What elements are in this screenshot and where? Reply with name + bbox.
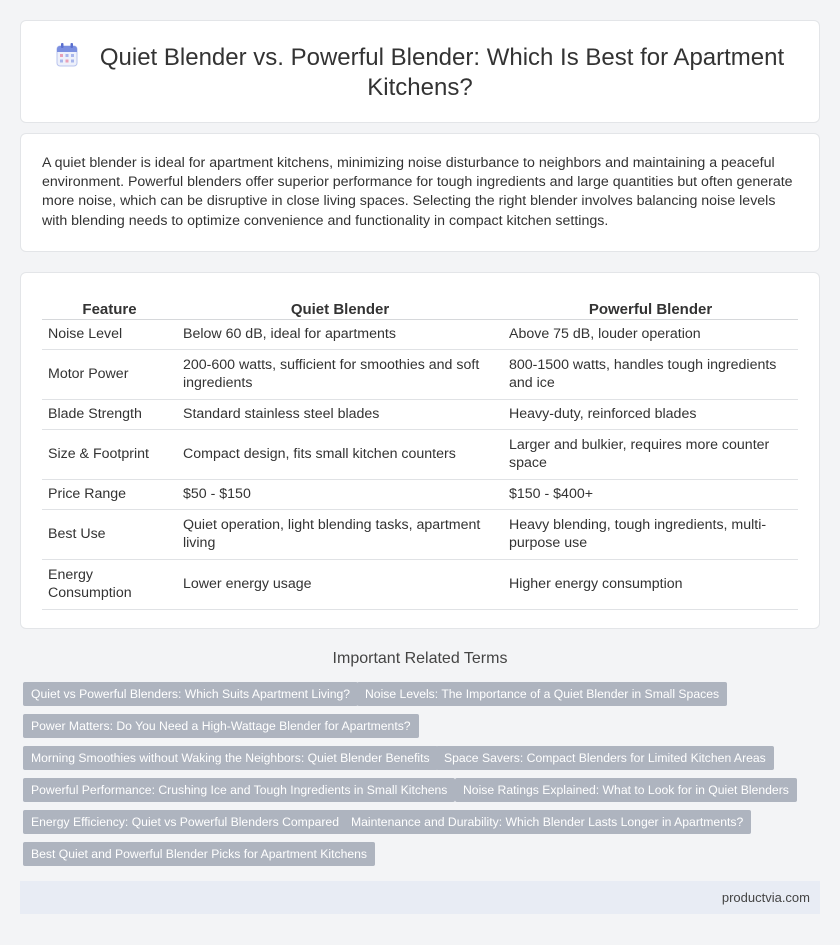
- table-row: [42, 399, 798, 429]
- intro-text: A quiet blender is ideal for apartment kitchens, minimizing noise disturbance to neighbors and maintaining a peaceful environment. Powerful blenders offer superior performance for tough ingredients and large quantities but often generate more noise, which can be disruptive in close living spaces. Selecting the right blender involves balancing noise levels with blending needs to optimize convenience and functionality in compact kitchen settings.: [42, 155, 793, 229]
- footer-site-link[interactable]: productvia.com: [721, 890, 810, 905]
- table-row: [42, 559, 798, 609]
- quiet-cell: Standard stainless steel blades: [177, 399, 503, 429]
- related-tag[interactable]: Noise Levels: The Importance of a Quiet Blender in Small Spaces: [357, 682, 727, 706]
- related-terms-heading: Important Related Terms: [332, 650, 508, 667]
- calendar-icon: [56, 43, 78, 67]
- table-row: [42, 479, 798, 509]
- quiet-cell: Lower energy usage: [177, 559, 503, 609]
- feature-cell: Energy Consumption: [42, 559, 177, 609]
- comparison-table: [42, 295, 798, 610]
- table-row: [42, 349, 798, 399]
- intro-card: [20, 133, 820, 252]
- table-row: [42, 509, 798, 559]
- related-tag[interactable]: Maintenance and Durability: Which Blender Lasts Longer in Apartments?: [343, 810, 751, 834]
- powerful-cell: Above 75 dB, louder operation: [503, 319, 798, 349]
- powerful-cell: $150 - $400+: [503, 479, 798, 509]
- table-header-row: [42, 295, 798, 319]
- feature-cell: Best Use: [42, 509, 177, 559]
- table-row: [42, 319, 798, 349]
- page-title-wrap: [21, 43, 819, 103]
- feature-cell: Noise Level: [42, 319, 177, 349]
- related-tag[interactable]: Best Quiet and Powerful Blender Picks for Apartment Kitchens: [23, 842, 375, 866]
- related-tag[interactable]: Noise Ratings Explained: What to Look for in Quiet Blenders: [455, 778, 797, 802]
- related-tag[interactable]: Morning Smoothies without Waking the Neighbors: Quiet Blender Benefits: [23, 746, 438, 770]
- comparison-table-card: [20, 272, 820, 629]
- related-tag[interactable]: Space Savers: Compact Blenders for Limited Kitchen Areas: [436, 746, 774, 770]
- powerful-cell: Higher energy consumption: [503, 559, 798, 609]
- feature-cell: Size & Footprint: [42, 429, 177, 479]
- powerful-cell: Heavy blending, tough ingredients, multi-purpose use: [503, 509, 798, 559]
- feature-cell: Motor Power: [42, 349, 177, 399]
- quiet-cell: Compact design, fits small kitchen counters: [177, 429, 503, 479]
- page-title: Quiet Blender vs. Powerful Blender: Which Is Best for Apartment Kitchens?: [99, 44, 785, 101]
- related-tag[interactable]: Power Matters: Do You Need a High-Wattage Blender for Apartments?: [23, 714, 419, 738]
- quiet-cell: 200-600 watts, sufficient for smoothies and soft ingredients: [177, 349, 503, 399]
- quiet-cell: Quiet operation, light blending tasks, apartment living: [177, 509, 503, 559]
- quiet-cell: $50 - $150: [177, 479, 503, 509]
- header-feature: Feature: [42, 295, 177, 319]
- feature-cell: Price Range: [42, 479, 177, 509]
- powerful-cell: Larger and bulkier, requires more counter space: [503, 429, 798, 479]
- footer: [20, 881, 820, 914]
- powerful-cell: Heavy-duty, reinforced blades: [503, 399, 798, 429]
- title-card: [20, 20, 820, 123]
- feature-cell: Blade Strength: [42, 399, 177, 429]
- quiet-cell: Below 60 dB, ideal for apartments: [177, 319, 503, 349]
- related-tag[interactable]: Quiet vs Powerful Blenders: Which Suits Apartment Living?: [23, 682, 358, 706]
- table-row: [42, 429, 798, 479]
- powerful-cell: 800-1500 watts, handles tough ingredients and ice: [503, 349, 798, 399]
- header-powerful-blender: Powerful Blender: [503, 295, 798, 319]
- header-quiet-blender: Quiet Blender: [177, 295, 503, 319]
- related-tag[interactable]: Powerful Performance: Crushing Ice and Tough Ingredients in Small Kitchens: [23, 778, 455, 802]
- related-tag[interactable]: Energy Efficiency: Quiet vs Powerful Blenders Compared: [23, 810, 347, 834]
